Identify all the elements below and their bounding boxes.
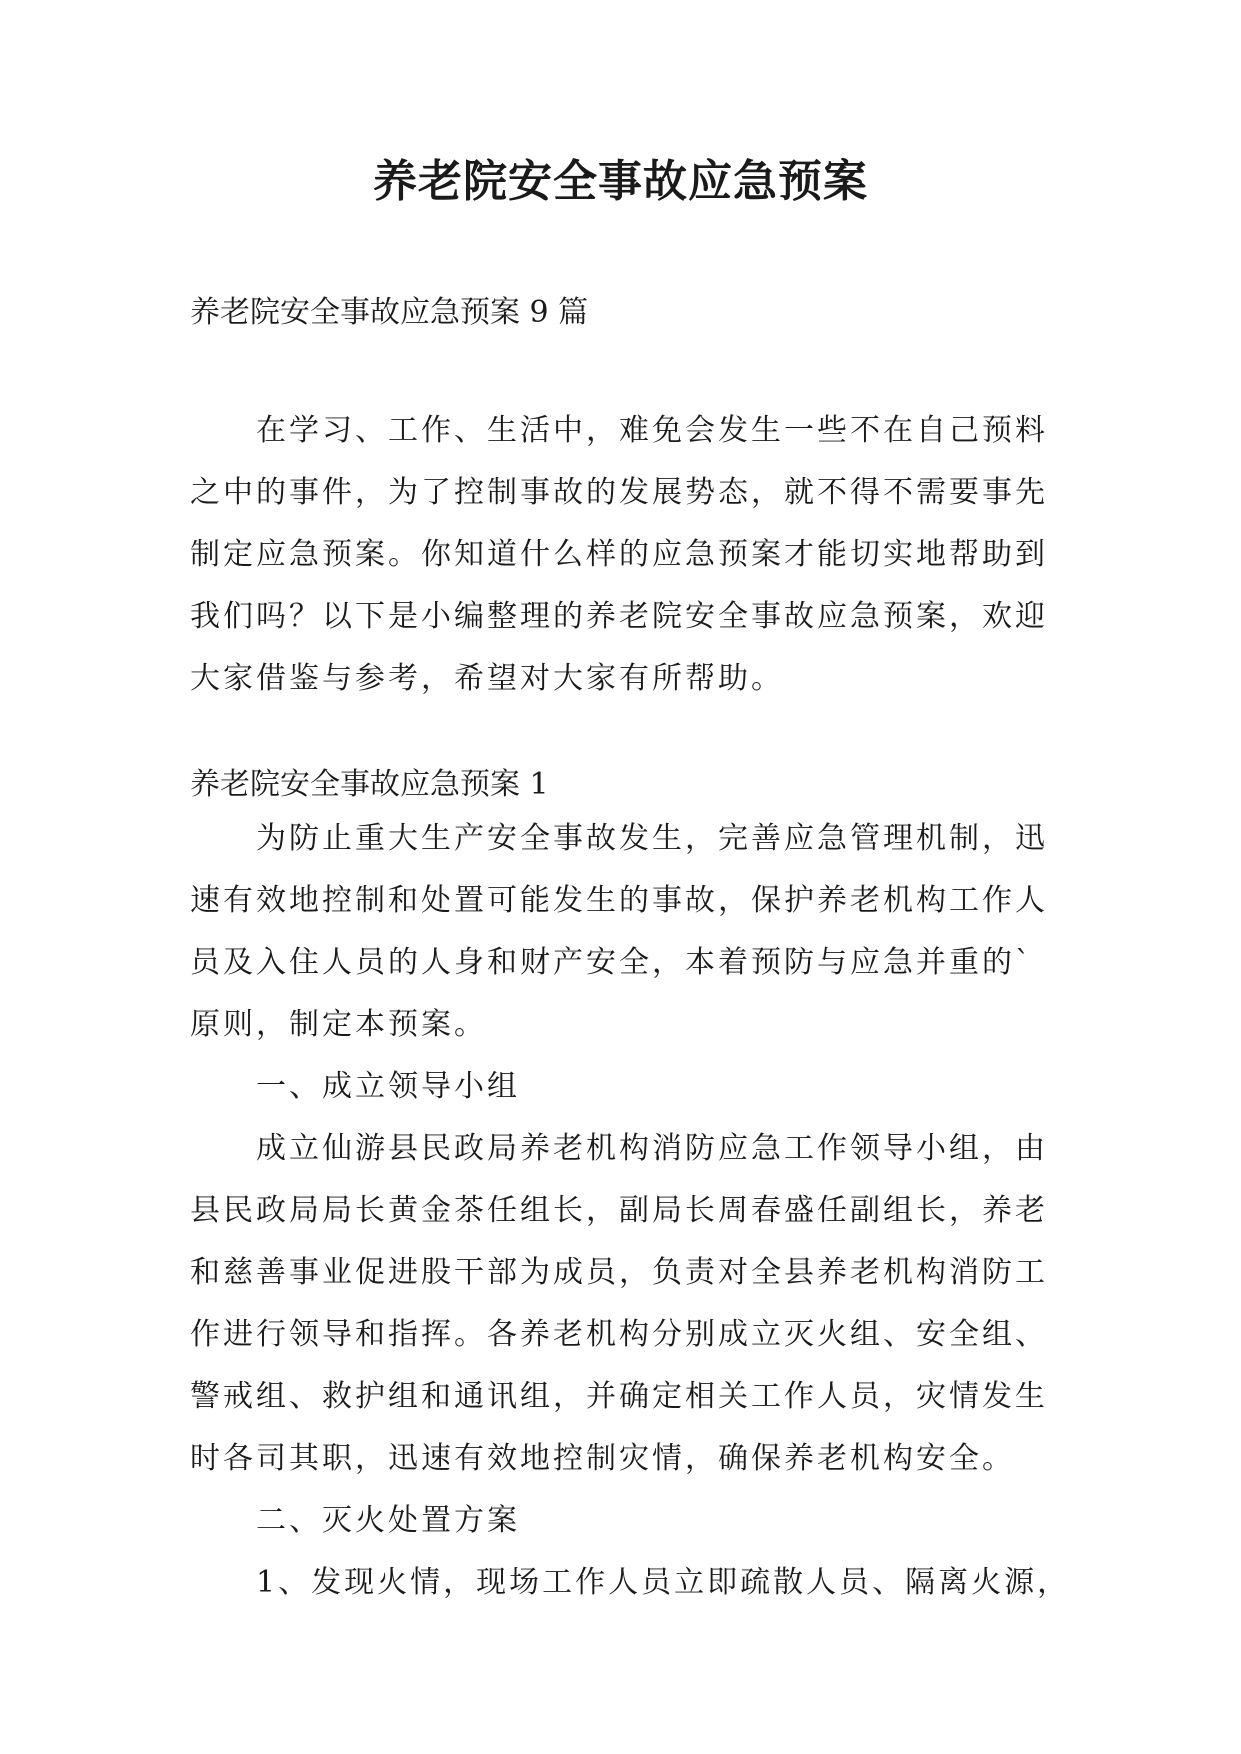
body-line: 为防止重大生产安全事故发生，完善应急管理机制，迅 — [256, 821, 1048, 856]
intro-line: 在学习、工作、生活中，难免会发生一些不在自己预料 — [256, 413, 1048, 448]
intro-line: 之中的事件，为了控制事故的发展势态，就不得不需要事先 — [190, 475, 1048, 510]
section-body — [190, 808, 1070, 1614]
body-line: 速有效地控制和处置可能发生的事故，保护养老机构工作人 — [190, 883, 1048, 918]
intro-line: 制定应急预案。你知道什么样的应急预案才能切实地帮助到 — [190, 537, 1048, 572]
subheading-line: 一、成立领导小组 — [256, 1069, 520, 1104]
body-line: 警戒组、救护组和通讯组，并确定相关工作人员，灾情发生 — [190, 1379, 1048, 1414]
intro-paragraph — [190, 400, 1048, 710]
body-line: 时各司其职，迅速有效地控制灾情，确保养老机构安全。 — [190, 1441, 1015, 1476]
body-line: 和慈善事业促进股干部为成员，负责对全县养老机构消防工 — [190, 1255, 1048, 1290]
body-line: 作进行领导和指挥。各养老机构分别成立灭火组、安全组、 — [190, 1317, 1048, 1352]
body-line: 员及入住人员的人身和财产安全，本着预防与应急并重的` — [190, 945, 1033, 980]
document-subtitle: 养老院安全事故应急预案 9 篇 — [190, 295, 589, 330]
intro-line: 我们吗？以下是小编整理的养老院安全事故应急预案，欢迎 — [190, 599, 1048, 634]
body-line: 县民政局局长黄金茶任组长，副局长周春盛任副组长，养老 — [190, 1193, 1048, 1228]
subheading-line: 二、灭火处置方案 — [256, 1503, 520, 1538]
intro-line: 大家借鉴与参考，希望对大家有所帮助。 — [190, 661, 784, 696]
body-line: 1、发现火情，现场工作人员立即疏散人员、隔离火源， — [256, 1565, 1071, 1600]
document-title: 养老院安全事故应急预案 — [373, 156, 868, 207]
body-line: 原则，制定本预案。 — [190, 1007, 487, 1042]
section-heading: 养老院安全事故应急预案 1 — [190, 767, 549, 802]
body-line: 成立仙游县民政局养老机构消防应急工作领导小组，由 — [256, 1131, 1048, 1166]
